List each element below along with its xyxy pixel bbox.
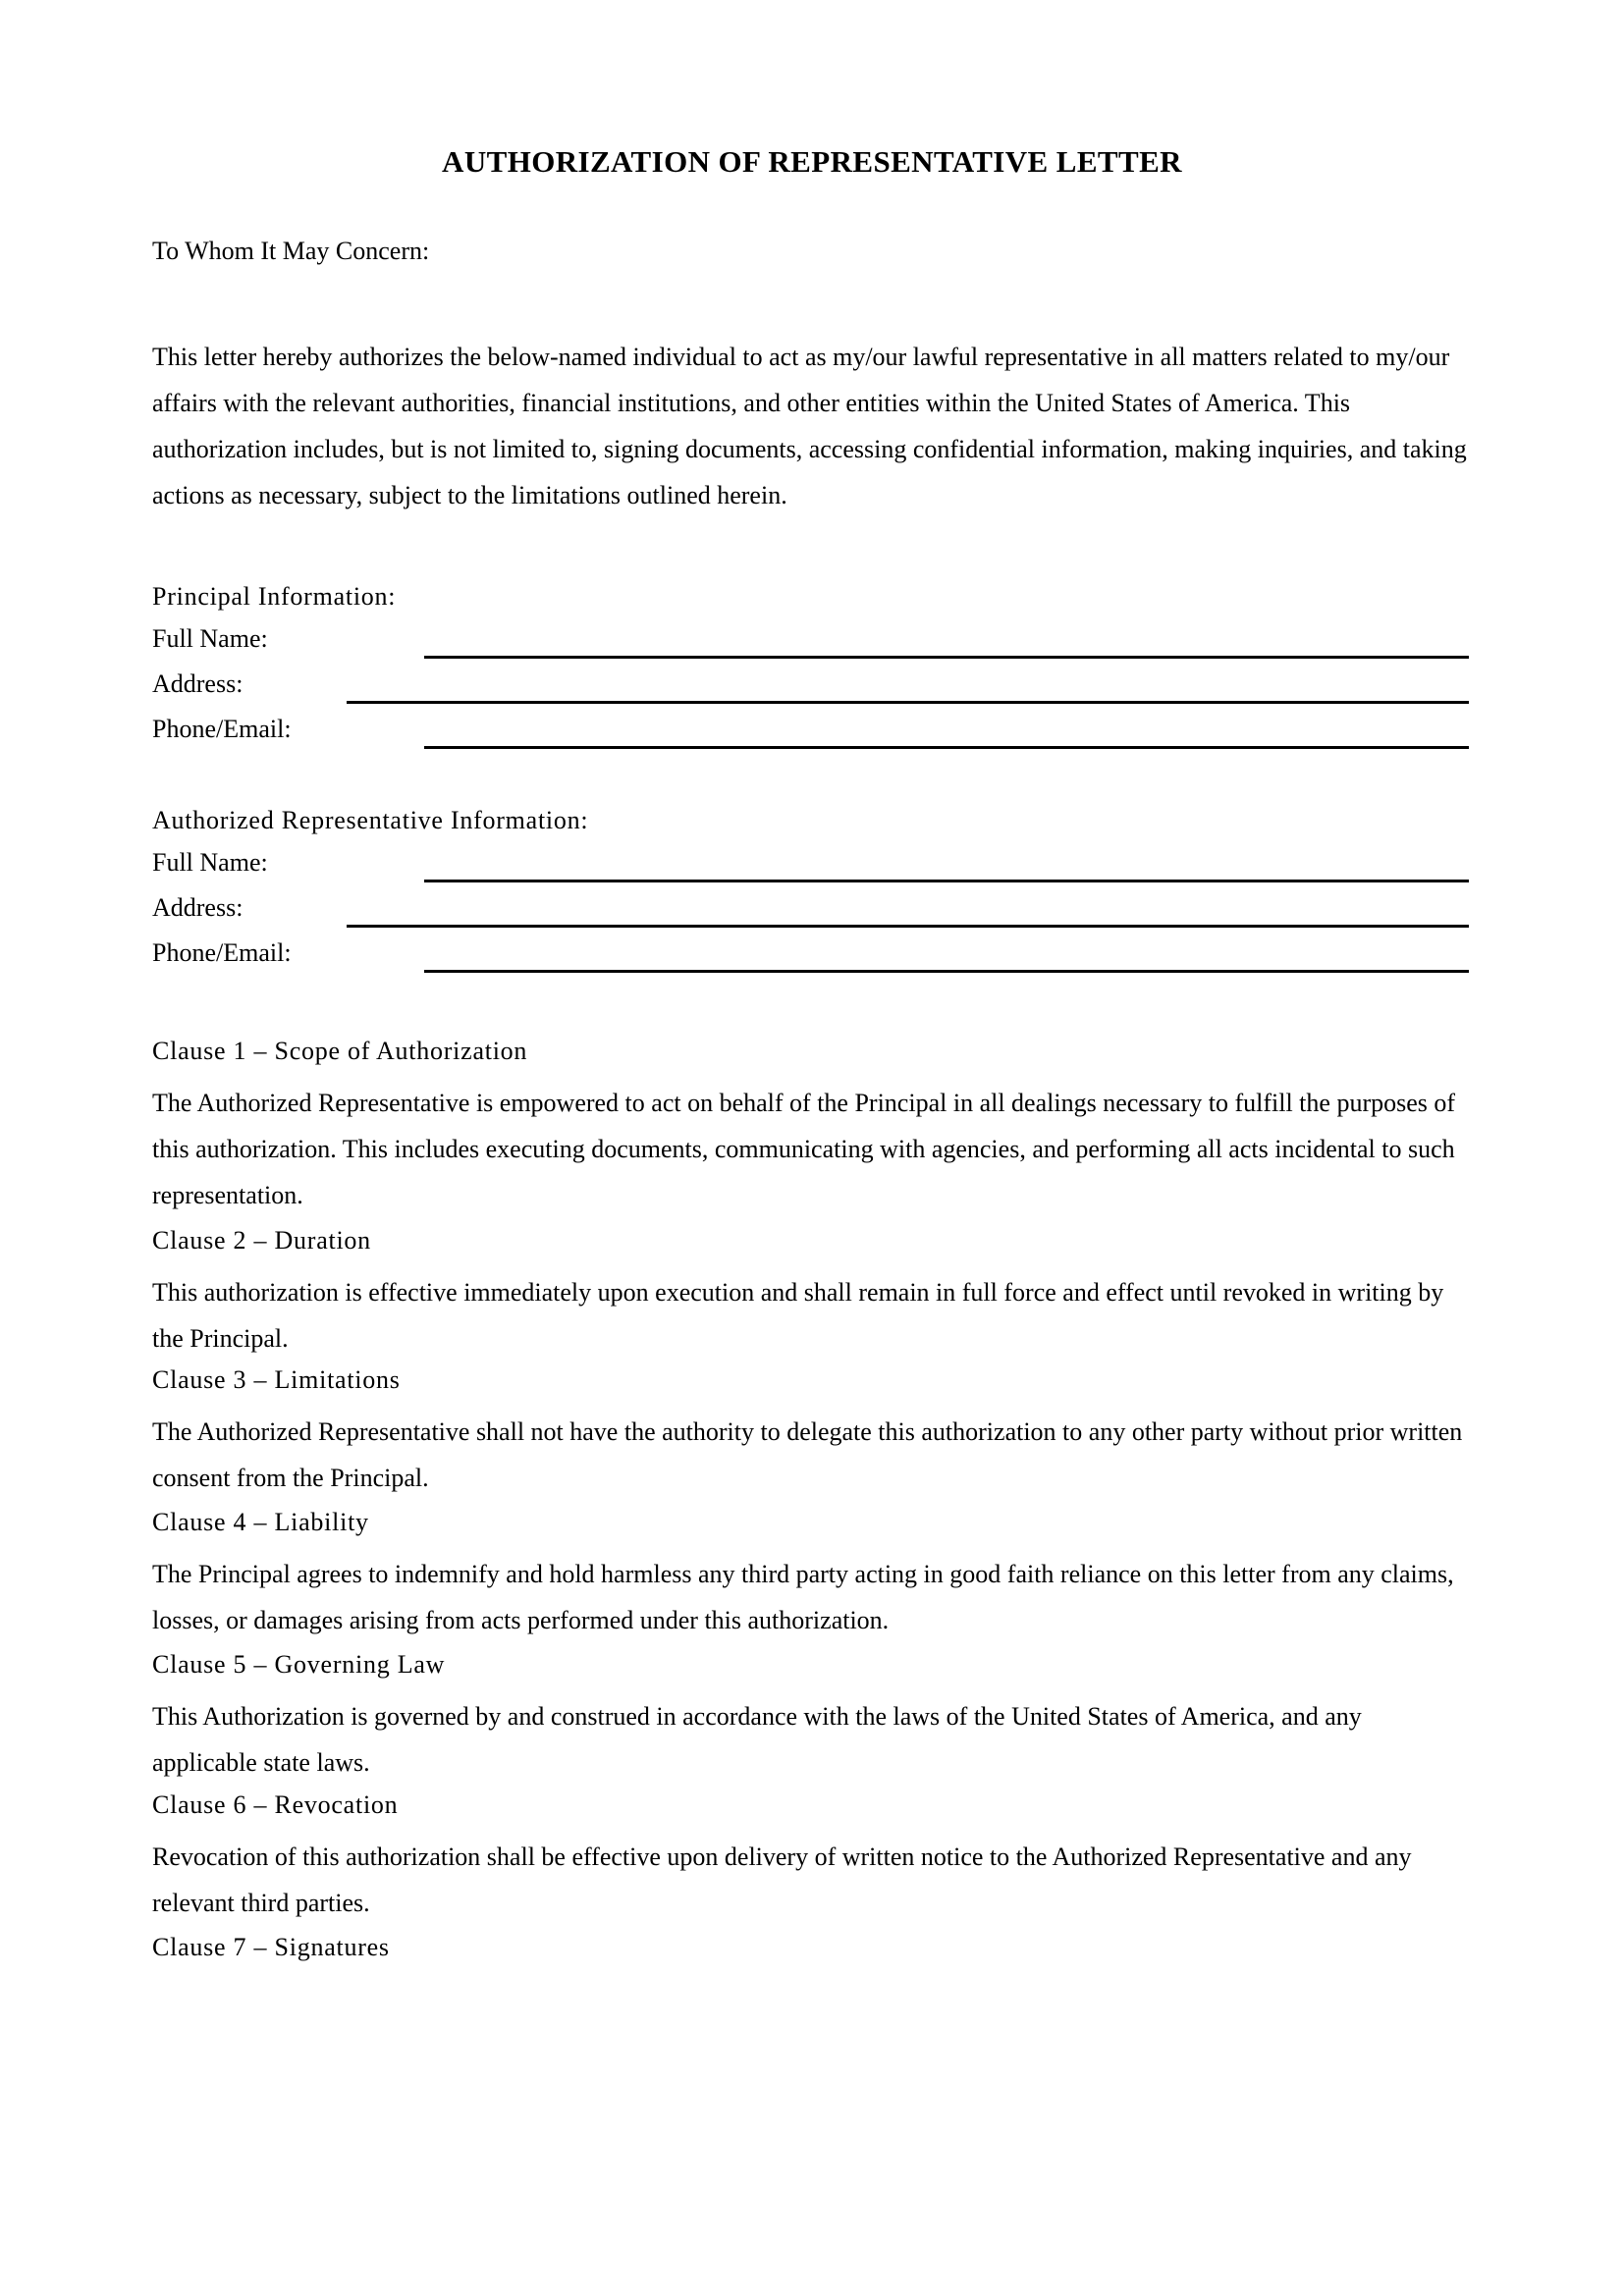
principal-address-label: Address: [152,669,244,699]
representative-address-row [152,892,1473,937]
representative-address-input-line[interactable] [347,925,1469,928]
principal-full-name-label: Full Name: [152,624,268,654]
representative-information-heading: Authorized Representative Information: [152,806,589,834]
representative-full-name-row [152,847,1473,892]
principal-phone-email-input-line[interactable] [424,746,1469,749]
representative-full-name-input-line[interactable] [424,880,1469,882]
clause-6-body: Revocation of this authorization shall be effective upon delivery of written notice to the Authorized Representative and any relevant third parties. [152,1842,1412,1918]
clause-6-title: Clause 6 – Revocation [152,1790,399,1819]
clause-7 [152,1932,1473,1976]
representative-address-label: Address: [152,893,244,923]
representative-phone-email-label: Phone/Email: [152,938,292,968]
clause-5-body: This Authorization is governed by and construed in accordance with the laws of the United States of America, and any applicable state laws. [152,1702,1362,1778]
clause-4-title: Clause 4 – Liability [152,1508,369,1536]
clause-2 [152,1225,1473,1362]
clause-3 [152,1364,1473,1501]
clause-5-title: Clause 5 – Governing Law [152,1650,446,1679]
clause-3-body: The Authorized Representative shall not have the authority to delegate this authorization to any other party without prior written consent from the Principal. [152,1417,1463,1493]
principal-information-heading: Principal Information: [152,582,397,611]
salutation-text: To Whom It May Concern: [152,237,430,265]
clause-1-title: Clause 1 – Scope of Authorization [152,1037,528,1065]
intro-paragraph: This letter hereby authorizes the below-named individual to act as my/our lawful representative in all matters related to my/our affairs with the relevant authorities, financial institutions, and other entities within the United States of America. This authorization includes, but is not limited to, signing documents, accessing confidential information, making inquiries, and taking actions as necessary, subject to the limitations outlined herein. [152,343,1467,509]
principal-address-row [152,668,1473,714]
clause-2-body: This authorization is effective immediately upon execution and shall remain in full force and effect until revoked in writing by the Principal. [152,1278,1444,1354]
principal-full-name-input-line[interactable] [424,656,1469,659]
principal-phone-email-row [152,714,1473,759]
clause-3-title: Clause 3 – Limitations [152,1365,401,1394]
principal-phone-email-label: Phone/Email: [152,715,292,744]
clause-1 [152,1036,1473,1218]
representative-information-section [152,805,1473,983]
principal-information-section [152,581,1473,759]
clause-2-title: Clause 2 – Duration [152,1226,371,1255]
clause-6 [152,1789,1473,1926]
principal-address-input-line[interactable] [347,701,1469,704]
representative-phone-email-input-line[interactable] [424,970,1469,973]
clause-1-body: The Authorized Representative is empowered to act on behalf of the Principal in all dealings necessary to fulfill the purposes of this authorization. This includes executing documents, communicating with agencies, and performing all acts incidental to such representation. [152,1089,1456,1210]
clause-7-title: Clause 7 – Signatures [152,1933,390,1961]
principal-full-name-row [152,623,1473,668]
clause-5 [152,1649,1473,1786]
representative-full-name-label: Full Name: [152,848,268,878]
page-title: AUTHORIZATION OF REPRESENTATIVE LETTER [442,143,1182,179]
representative-phone-email-row [152,937,1473,983]
clause-4 [152,1507,1473,1643]
clause-4-body: The Principal agrees to indemnify and hold harmless any third party acting in good faith reliance on this letter from any claims, losses, or damages arising from acts performed under this authorization. [152,1560,1454,1635]
